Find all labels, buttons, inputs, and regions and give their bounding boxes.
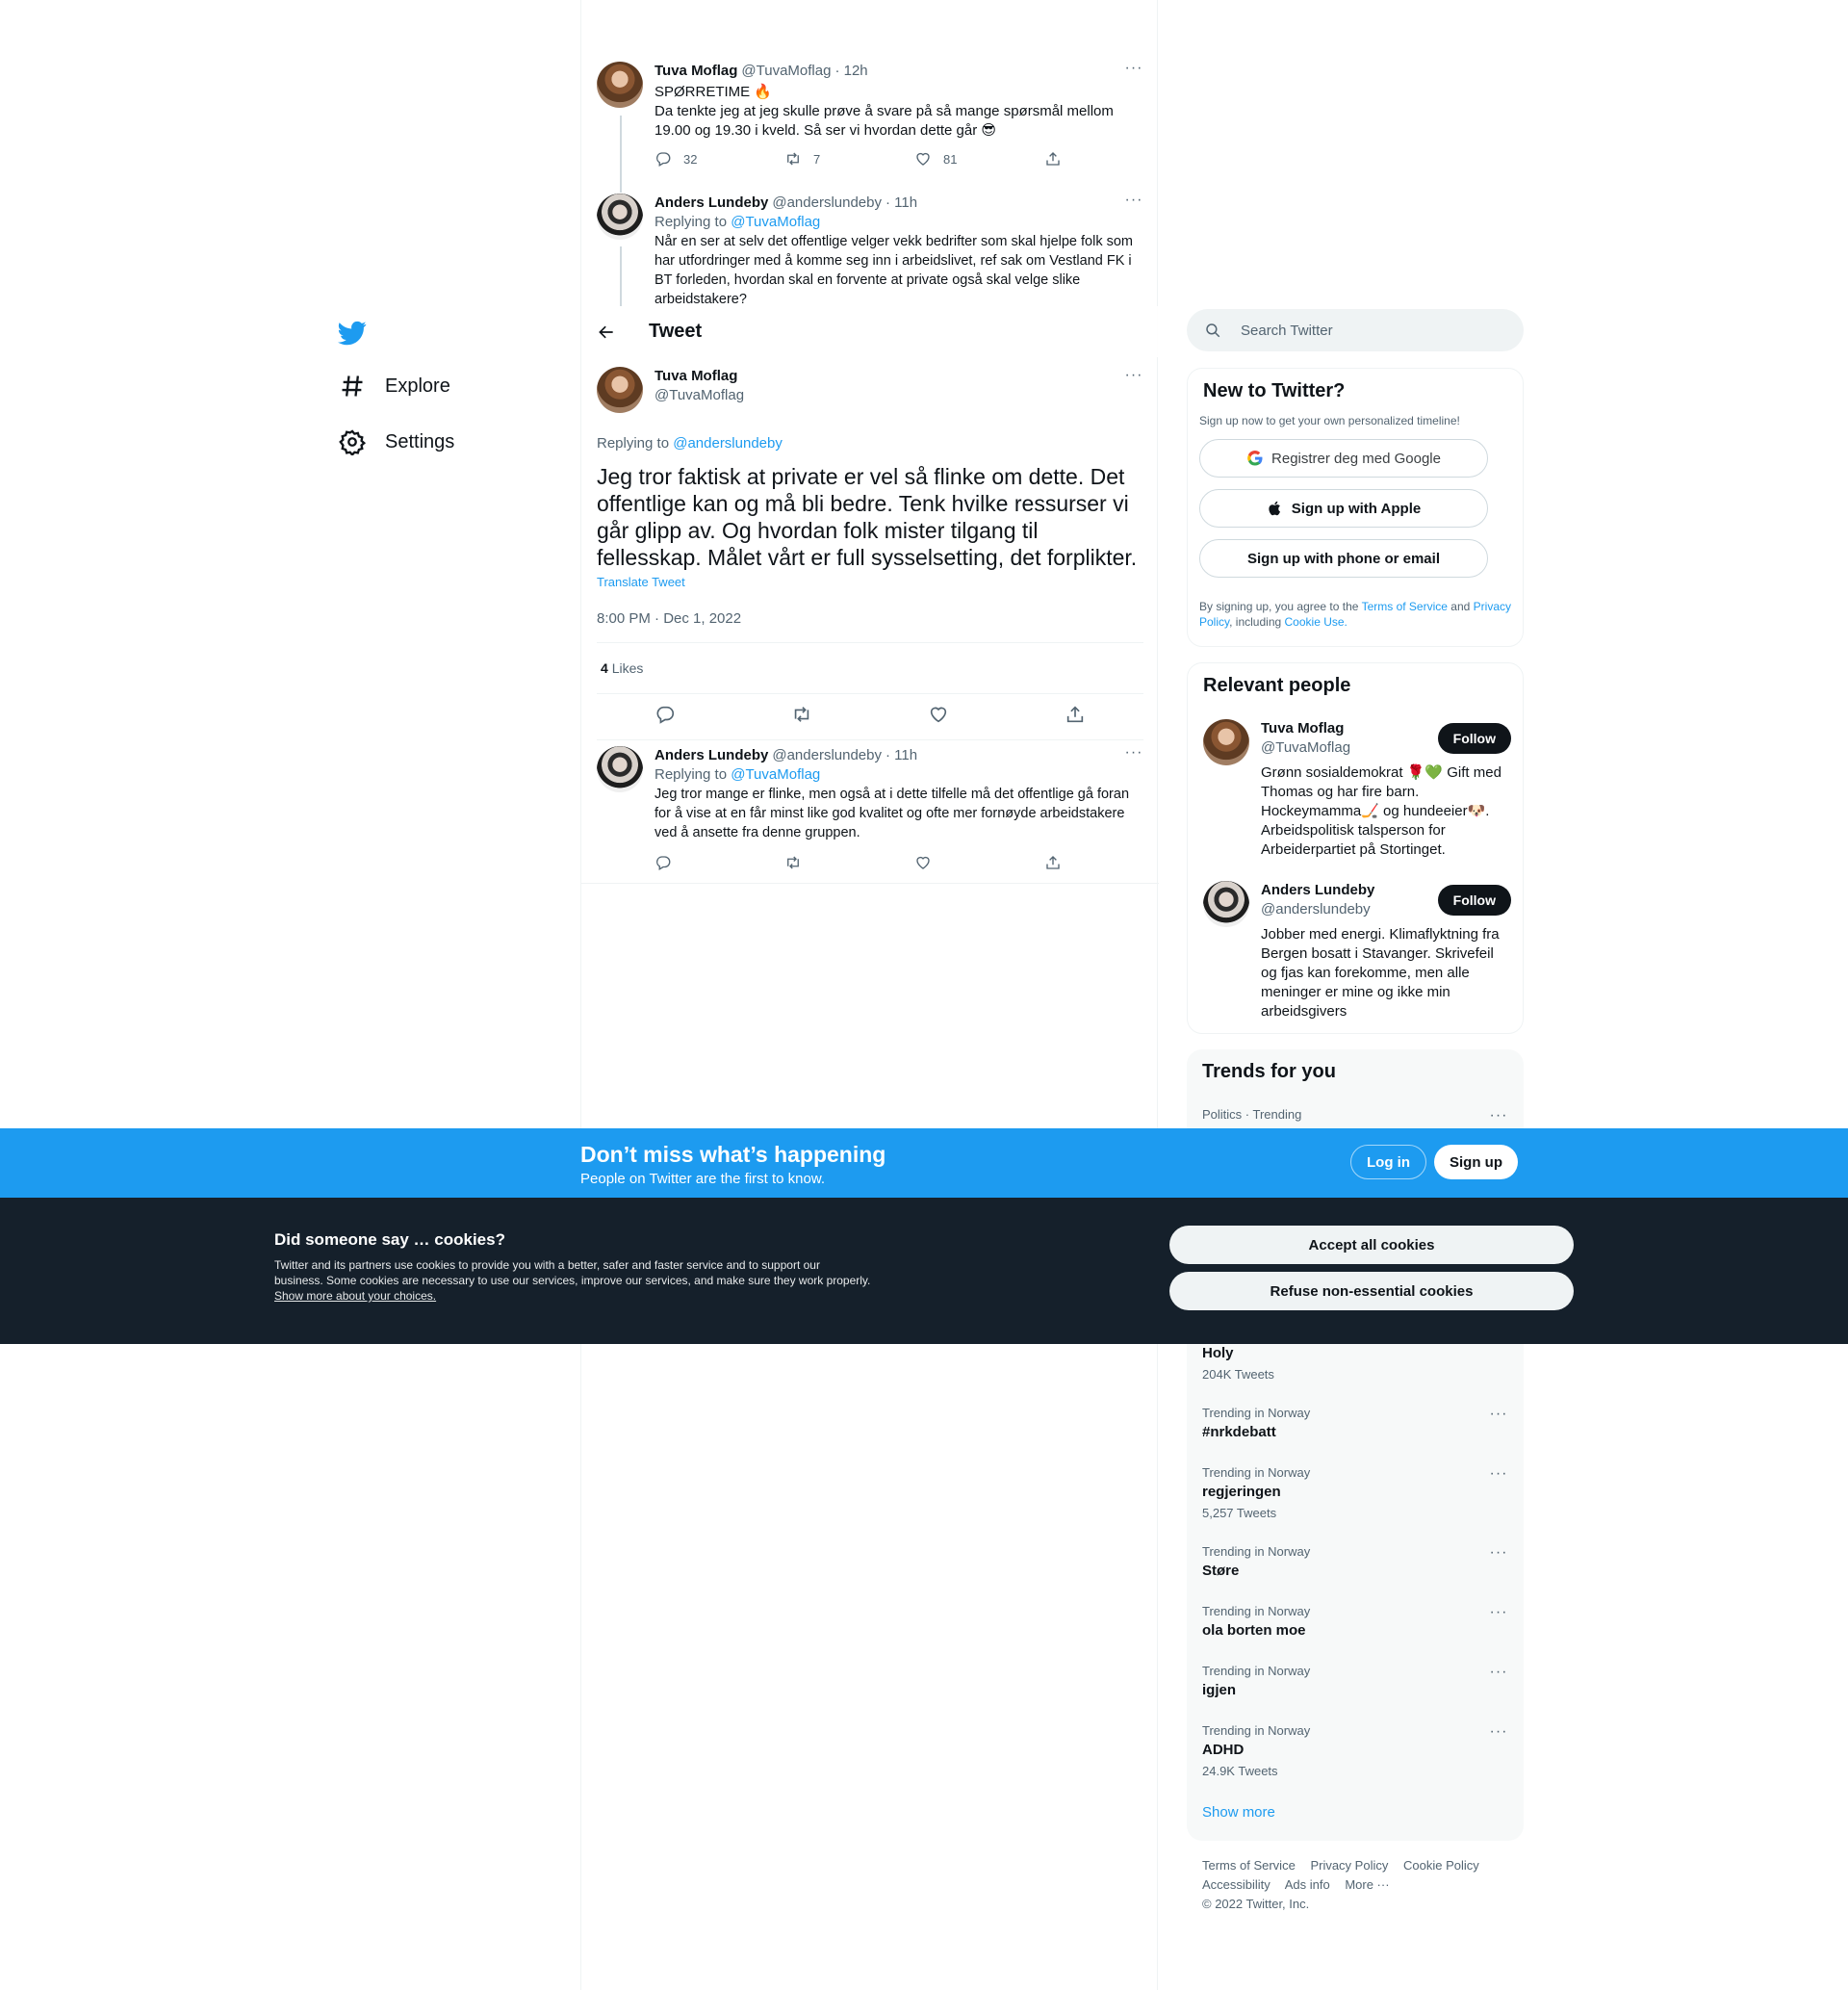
avatar[interactable] (597, 746, 643, 792)
more-icon[interactable]: ··· (1124, 367, 1143, 383)
share-button[interactable] (1065, 704, 1086, 730)
footer-terms-link[interactable]: Terms of Service (1202, 1858, 1296, 1873)
reply-button[interactable] (654, 150, 712, 168)
avatar[interactable] (1203, 719, 1249, 765)
trend-name: ADHD (1202, 1742, 1245, 1758)
trend-meta: Trending in Norway (1202, 1723, 1311, 1738)
trend-meta: Trending in Norway (1202, 1544, 1311, 1559)
card-title: Relevant people (1203, 675, 1351, 696)
like-count: 81 (943, 151, 958, 167)
nav-explore-label: Explore (385, 375, 450, 397)
retweet-button[interactable] (784, 854, 842, 871)
gear-icon (339, 428, 366, 455)
more-icon[interactable]: ··· (1489, 1664, 1508, 1680)
more-icon[interactable]: ··· (1489, 1544, 1508, 1561)
reply-count: 32 (683, 151, 698, 167)
trend-item[interactable] (1202, 1107, 1508, 1123)
trend-name: Støre (1202, 1563, 1240, 1579)
person-item[interactable] (1203, 881, 1511, 1021)
replying-to-link[interactable]: @anderslundeby (673, 435, 783, 452)
search-input[interactable] (1241, 323, 1510, 339)
replying-to (654, 765, 1143, 785)
person-name[interactable]: Anders Lundeby (1261, 882, 1375, 898)
new-to-twitter-card (1187, 368, 1524, 647)
person-handle[interactable]: @TuvaMoflag (1261, 739, 1351, 756)
more-icon[interactable]: ··· (1489, 1723, 1508, 1740)
banner-subline: People on Twitter are the first to know. (580, 1171, 826, 1187)
heart-icon (928, 704, 949, 725)
footer-privacy-link[interactable]: Privacy Policy (1310, 1858, 1389, 1873)
nav-settings[interactable] (327, 414, 578, 470)
person-item[interactable] (1203, 719, 1511, 860)
apple-signup-label: Sign up with Apple (1291, 500, 1422, 517)
avatar[interactable] (597, 194, 643, 240)
share-button[interactable] (1044, 854, 1064, 871)
twitter-logo-icon[interactable] (327, 308, 377, 358)
trend-count: 5,257 Tweets (1202, 1506, 1277, 1520)
like-button[interactable] (928, 704, 949, 730)
trend-item[interactable] (1202, 1544, 1508, 1581)
more-icon[interactable]: ··· (1489, 1465, 1508, 1482)
retweet-button[interactable] (784, 150, 842, 168)
focal-actions (597, 694, 1143, 740)
author-handle[interactable]: @TuvaMoflag (741, 63, 832, 79)
author-handle[interactable]: @anderslundeby (772, 194, 882, 211)
more-icon[interactable]: ··· (1489, 1406, 1508, 1422)
card-subtitle: Sign up now to get your own personalized timeline! (1199, 414, 1460, 427)
more-icon[interactable]: ··· (1124, 60, 1143, 76)
reply-tweet[interactable] (581, 746, 1159, 884)
card-title: New to Twitter? (1203, 380, 1346, 401)
trend-meta: Trending in Norway (1202, 1465, 1311, 1480)
cookie-title: Did someone say … cookies? (274, 1230, 505, 1249)
person-bio: Jobber med energi. Klimaflyktning fra Bergen bosatt i Stavanger. Skrivefeil og fjas kan forekomme, men alle meninger er mine og ikke min arbeidsgivers (1261, 926, 1500, 1020)
reply-icon (654, 150, 672, 168)
tweet-text: SPØRRETIME 🔥 Da tenkte jeg at jeg skulle prøve å svare på så mange spørsmål mellom 19.00 og 19.30 i kveld. Så ser vi hvordan dette går 😎 (654, 84, 1114, 139)
replying-to-label: Replying to (597, 435, 670, 452)
trend-meta: Politics · Trending (1202, 1107, 1302, 1122)
footer-ads-link[interactable]: Ads info (1284, 1877, 1330, 1892)
author-name[interactable]: Tuva Moflag (654, 63, 738, 79)
footer-accessibility-link[interactable]: Accessibility (1202, 1877, 1270, 1892)
phone-email-signup-button[interactable] (1199, 539, 1488, 578)
back-button[interactable] (597, 318, 626, 347)
search-icon (1204, 322, 1221, 339)
translate-link[interactable]: Translate Tweet (597, 575, 685, 589)
heart-icon (914, 150, 932, 168)
trend-name: regjeringen (1202, 1484, 1281, 1500)
legal-text-1: By signing up, you agree to the (1199, 600, 1359, 613)
refuse-cookies-button[interactable]: Refuse non-essential cookies (1169, 1272, 1574, 1310)
reply-icon (654, 854, 672, 871)
share-button[interactable] (1044, 150, 1064, 168)
legal-text-2: and (1450, 600, 1471, 613)
replying-to (597, 434, 1143, 453)
signup-banner (0, 1128, 1848, 1198)
avatar[interactable] (597, 367, 643, 413)
follow-button[interactable]: Follow (1438, 723, 1511, 754)
share-icon (1044, 150, 1062, 168)
relevant-people-card (1187, 662, 1524, 1034)
retweet-button[interactable] (791, 704, 812, 730)
apple-signup-button[interactable] (1199, 489, 1488, 528)
google-signup-label: Registrer deg med Google (1271, 450, 1441, 467)
cookie-body-text: Twitter and its partners use cookies to provide you with a better, safer and faster service and to support our business. Some cookies are necessary to use our services, improve our services, and make sure they work properly. (274, 1258, 871, 1287)
trend-item[interactable] (1202, 1664, 1508, 1700)
trend-name: igjen (1202, 1682, 1237, 1698)
accept-cookies-button[interactable]: Accept all cookies (1169, 1226, 1574, 1264)
phone-signup-label: Sign up with phone or email (1246, 550, 1440, 567)
sidebar-footer (1202, 1856, 1510, 1914)
hashtag-icon (339, 373, 366, 400)
tweet-time[interactable]: · 12h (834, 63, 868, 79)
signup-legal-text (1188, 578, 1523, 630)
cookie-choices-link[interactable]: Show more about your choices. (274, 1289, 437, 1303)
card-title: Trends for you (1202, 1061, 1336, 1082)
share-icon (1044, 854, 1062, 871)
replying-to (654, 213, 1143, 232)
person-bio: Grønn sosialdemokrat 🌹💚 Gift med Thomas og har fire barn. Hockeymamma🏒 og hundeeier🐶. Arbeidspolitisk talsperson for Arbeiderpartiet på Stortinget. (1261, 764, 1502, 858)
trend-name: Holy (1202, 1345, 1234, 1361)
trend-meta: Trending in Norway (1202, 1406, 1311, 1420)
copyright: © 2022 Twitter, Inc. (1202, 1897, 1310, 1911)
main-column (580, 0, 1158, 1990)
trend-count: 204K Tweets (1202, 1367, 1274, 1382)
nav-settings-label: Settings (385, 430, 455, 452)
retweet-icon (784, 854, 802, 871)
replying-to-label: Replying to (654, 214, 728, 230)
replying-to-link[interactable]: @TuvaMoflag (731, 766, 821, 783)
trend-item[interactable] (1202, 1465, 1508, 1521)
left-nav (327, 308, 578, 470)
tweet-text: Når en ser at selv det offentlige velger vekk bedrifter som skal hjelpe folk som har utfordringer med å komme seg inn i arbeidslivet, ref sak om Vestland FK i BT forleden, hvordan skal en forvente at private også skal velge slike arbeidstakere? (654, 234, 1138, 306)
terms-link[interactable]: Terms of Service (1361, 600, 1448, 613)
author-name[interactable]: Anders Lundeby (654, 747, 769, 763)
likes-stat[interactable] (597, 643, 1143, 694)
nav-explore[interactable] (327, 358, 578, 414)
author-name[interactable]: Anders Lundeby (654, 194, 769, 211)
likes-label: Likes (611, 660, 644, 676)
arrow-left-icon (597, 323, 616, 342)
avatar[interactable] (1203, 881, 1249, 927)
like-button[interactable] (914, 150, 972, 168)
login-button[interactable]: Log in (1350, 1145, 1426, 1179)
follow-button[interactable]: Follow (1438, 885, 1511, 916)
thread-tweet-2[interactable] (581, 194, 1159, 306)
banner-headline: Don’t miss what’s happening (580, 1142, 886, 1167)
apple-icon (1267, 500, 1284, 517)
reply-button[interactable] (654, 704, 676, 730)
privacy-link[interactable]: Privacy Policy (1199, 600, 1511, 629)
trend-count: 24.9K Tweets (1202, 1764, 1278, 1778)
more-icon[interactable]: ··· (1489, 1604, 1508, 1620)
heart-icon (914, 854, 932, 871)
author-handle[interactable]: @TuvaMoflag (654, 387, 745, 403)
tweet-timestamp[interactable]: 8:00 PM · Dec 1, 2022 (597, 610, 1143, 643)
person-handle[interactable]: @anderslundeby (1261, 901, 1371, 917)
reply-icon (654, 704, 676, 725)
more-icon[interactable]: ··· (1124, 744, 1143, 761)
avatar[interactable] (597, 62, 643, 108)
reply-button[interactable] (654, 854, 712, 871)
person-name[interactable]: Tuva Moflag (1261, 720, 1345, 737)
footer-cookie-link[interactable]: Cookie Policy (1402, 1858, 1479, 1873)
replying-to-link[interactable]: @TuvaMoflag (731, 214, 821, 230)
more-icon[interactable]: ··· (1489, 1107, 1508, 1124)
trend-name: #nrkdebatt (1202, 1424, 1276, 1440)
cookie-banner (0, 1198, 1848, 1344)
author-name[interactable]: Tuva Moflag (654, 368, 738, 384)
show-more-link[interactable]: Show more (1202, 1804, 1275, 1821)
page-title: Tweet (649, 321, 703, 342)
trend-meta: Trending in Norway (1202, 1664, 1311, 1678)
focal-tweet (581, 367, 1159, 740)
replying-to-label: Replying to (654, 766, 728, 783)
likes-count: 4 (601, 660, 608, 676)
tweet-text: Jeg tror mange er flinke, men også at i dette tilfelle må det offentlige gå foran for å vise at en får minst like god kvalitet og ofte mer fornøyde arbeidstakere ved å ansette fra denne gruppen. (654, 787, 1134, 840)
google-icon (1246, 450, 1264, 467)
trend-item[interactable] (1202, 1342, 1508, 1383)
retweet-icon (791, 704, 812, 725)
cookie-body (274, 1257, 871, 1304)
tweet-time[interactable]: · 11h (886, 194, 918, 211)
tweet-text: Jeg tror faktisk at private er vel så flinke om dette. Det offentlige kan og må bli bedre. Tenk hvilke ressurser vi går glipp av. Og hvordan folk mister tilgang til fellesskap. Målet vårt er full sysselsetting, det forplikter. (597, 464, 1138, 570)
trend-name: ola borten moe (1202, 1622, 1306, 1639)
more-icon[interactable]: ··· (1124, 194, 1143, 208)
trend-meta: Trending in Norway (1202, 1604, 1311, 1618)
trend-item[interactable] (1202, 1604, 1508, 1641)
google-signup-button[interactable] (1199, 439, 1488, 478)
trend-item[interactable] (1202, 1406, 1508, 1442)
footer-more-link[interactable]: More ··· (1345, 1877, 1390, 1892)
cookie-use-link[interactable]: Cookie Use. (1284, 615, 1348, 629)
legal-text-3: , including (1229, 615, 1282, 629)
signup-button[interactable]: Sign up (1434, 1145, 1518, 1179)
tweet-time[interactable]: · 11h (886, 747, 918, 763)
trend-item[interactable] (1202, 1723, 1508, 1779)
search-box[interactable] (1187, 309, 1524, 351)
author-handle[interactable]: @anderslundeby (772, 747, 882, 763)
page-header (581, 306, 1159, 357)
share-icon (1065, 704, 1086, 725)
thread-tweet-1[interactable] (581, 62, 1159, 168)
retweet-icon (784, 150, 802, 168)
retweet-count: 7 (813, 151, 821, 167)
like-button[interactable] (914, 854, 972, 871)
